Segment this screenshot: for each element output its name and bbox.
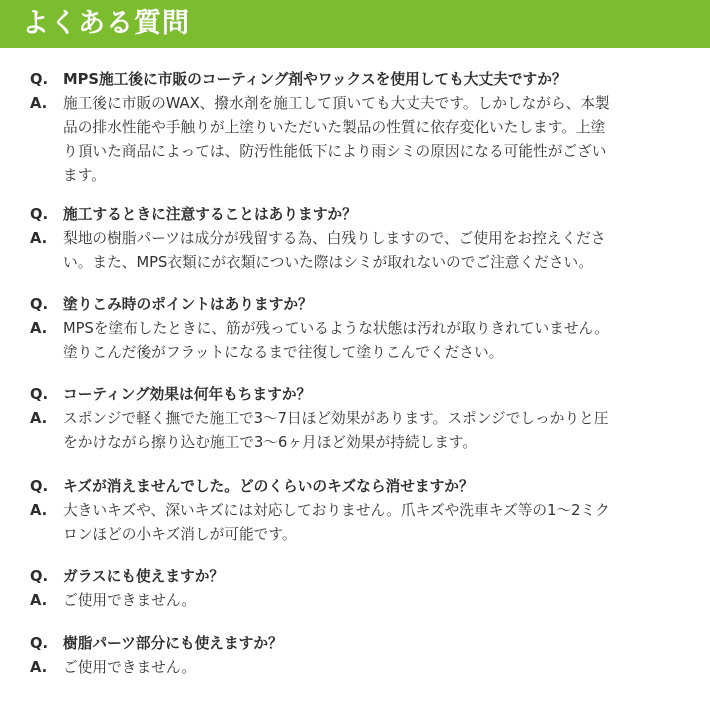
answer-line: ご使用できません。 — [63, 659, 197, 676]
answer-row — [30, 317, 690, 365]
answer-marker: A. — [30, 410, 48, 427]
question-row — [30, 475, 690, 499]
question-marker: Q. — [30, 635, 49, 652]
question-row — [30, 293, 690, 317]
answer-line: MPSを塗布したときに、筋が残っているような状態は汚れが取りきれていません。 — [63, 320, 609, 337]
answer-row — [30, 227, 690, 275]
answer-row — [30, 589, 690, 613]
question-text: 塗りこみ時のポイントはありますか？ — [63, 296, 313, 313]
answer-row — [30, 656, 690, 680]
question-text: 樹脂パーツ部分にも使えますか？ — [63, 635, 283, 652]
question-row — [30, 68, 690, 92]
answer-marker: A. — [30, 659, 48, 676]
question-row — [30, 203, 690, 227]
question-marker: Q. — [30, 206, 49, 223]
answer-line: ます。 — [63, 167, 106, 184]
faq-item — [30, 632, 690, 680]
answer-row — [30, 407, 690, 455]
answer-line: 施工後に市販のWAX、撥水剤を施工して頂いても大丈夫です。しかしながら、本製 — [63, 95, 610, 112]
answer-line: い。また、MPS衣類にが衣類についた際はシミが取れないのでご注意ください。 — [63, 254, 593, 271]
answer-marker: A. — [30, 95, 48, 112]
question-text: ガラスにも使えますか？ — [63, 568, 225, 585]
answer-marker: A. — [30, 592, 48, 609]
question-text: コーティング効果は何年もちますか？ — [63, 386, 312, 403]
faq-item — [30, 475, 690, 547]
faq-item — [30, 293, 690, 365]
question-row — [30, 383, 690, 407]
answer-row — [30, 92, 690, 188]
faq-item — [30, 565, 690, 613]
question-row — [30, 565, 690, 589]
question-marker: Q. — [30, 478, 49, 495]
answer-marker: A. — [30, 320, 48, 337]
answer-line: スポンジで軽く撫でた施工で3〜7日ほど効果があります。スポンジでしっかりと圧 — [63, 410, 609, 427]
answer-row — [30, 499, 690, 547]
question-text: キズが消えませんでした。どのくらいのキズなら消せますか？ — [63, 478, 474, 495]
answer-line: ご使用できません。 — [63, 592, 197, 609]
answer-line: 塗りこんだ後がフラットになるまで往復して塗りこんでください。 — [63, 344, 504, 361]
answer-marker: A. — [30, 230, 48, 247]
answer-line: り頂いた商品によっては、防汚性能低下により雨シミの原因になる可能性がござい — [63, 143, 607, 160]
faq-item — [30, 383, 690, 455]
answer-line: ロンほどの小キズ消しが可能です。 — [63, 526, 297, 543]
answer-line: をかけながら擦り込む施工で3〜6ヶ月ほど効果が持続します。 — [63, 434, 478, 451]
page-title: よくある質問 — [22, 8, 190, 39]
answer-line: 梨地の樹脂パーツは成分が残留する為、白残りしますので、ご使用をお控えくださ — [63, 230, 606, 247]
answer-line: 品の排水性能や手触りが上塗りいただいた製品の性質に依存変化いたします。上塗 — [63, 119, 606, 136]
question-text: MPS施工後に市販のコーティング剤やワックスを使用しても大丈夫ですか？ — [63, 71, 567, 88]
question-marker: Q. — [30, 296, 49, 313]
faq-item — [30, 203, 690, 275]
faq-item — [30, 68, 690, 188]
question-row — [30, 632, 690, 656]
answer-marker: A. — [30, 502, 48, 519]
question-text: 施工するときに注意することはありますか？ — [63, 206, 357, 223]
answer-line: 大きいキズや、深いキズには対応しておりません。爪キズや洗車キズ等の1〜2ミク — [63, 502, 610, 519]
question-marker: Q. — [30, 568, 49, 585]
question-marker: Q. — [30, 71, 49, 88]
question-marker: Q. — [30, 386, 49, 403]
faq-header — [0, 0, 710, 48]
